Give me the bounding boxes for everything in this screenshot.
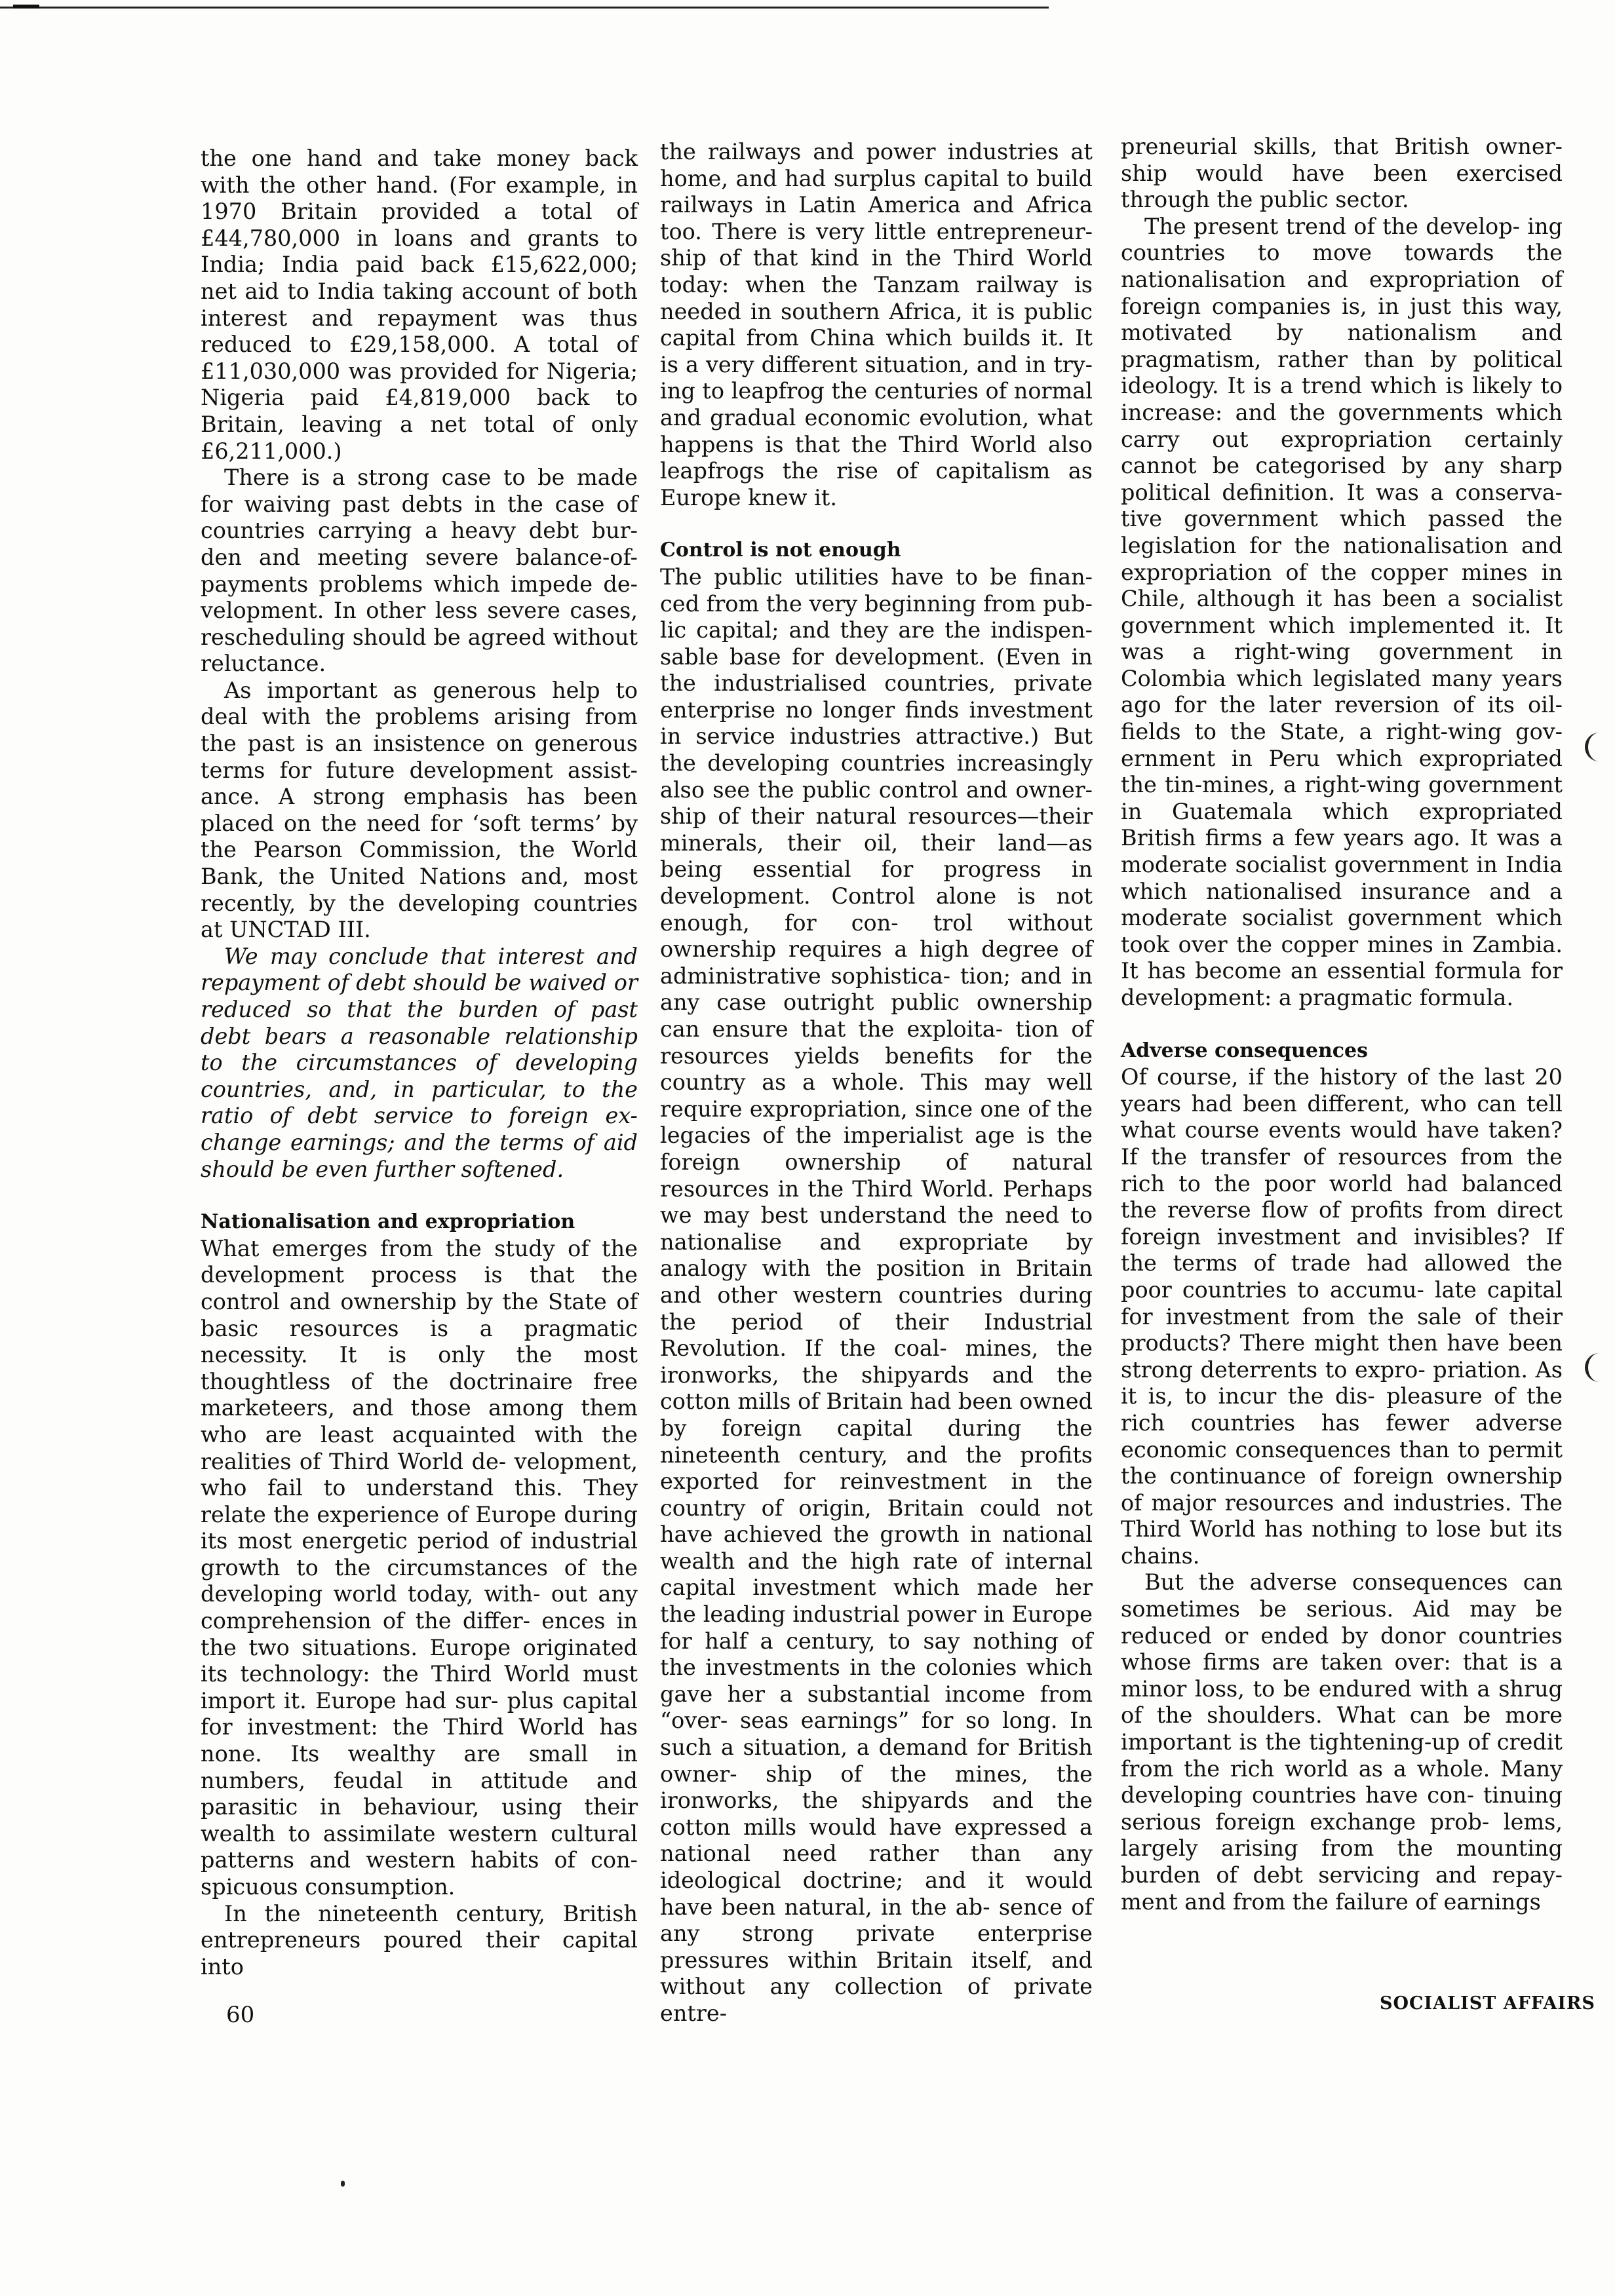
paragraph: preneurial skills, that British owner- ship would have been exercised through the public sector. [1121, 134, 1563, 213]
column-2 [660, 139, 1093, 2027]
publication-name: SOCIALIST AFFAIRS [1380, 1993, 1595, 2014]
top-rule-mark [13, 5, 39, 9]
binding-mark [1585, 1353, 1610, 1382]
paragraph: As important as generous help to deal with the problems arising from the past is an insistence on generous terms for future development assist- ance. A strong emphasis has been placed on the need for ‘soft terms’ by the Pearson Commission, the World Bank, the United Nations and, most recently, by the developing countries at UNCTAD III. [201, 677, 638, 943]
paragraph: The present trend of the develop- ing countries to move towards the nationalisation and expropriation of foreign companies is, in just this way, motivated by nationalism and pragmatism, rather than by political ideology. It is a trend which is likely to increase: and the governments which carry out expropriation certainly cannot be categorised by any sharp political definition. It was a conserva- tive government which passed the legislation for the nationalisation and expropriation of the copper mines in Chile, although it has been a socialist government which implemented it. It was a right-wing government in Colombia which legislated many years ago for the later reversion of its oil- fields to the State, a right-wing gov- ernment in Peru which expropriated the tin-mines, a right-wing government in Guatemala which expropriated British firms a few years ago. It was a moderate socialist government in India which nationalised insurance and a moderate socialist government which took over the copper mines in Zambia. It has become an essential formula for development: a pragmatic formula. [1121, 213, 1563, 1010]
page-number: 60 [226, 2002, 255, 2028]
section-heading: Nationalisation and expropriation [201, 1210, 575, 1234]
conclusion-paragraph: We may conclude that interest and repayment of debt should be waived or reduced so that the burden of past debt bears a reasonable relationship to the circumstances of developing countries, and, in particular, to the ratio of debt service to foreign ex- change earnings; and the terms of aid should be even further softened. [201, 943, 638, 1182]
section-heading: Adverse consequences [1121, 1039, 1368, 1062]
paragraph: The public utilities have to be finan- ced from the very beginning from pub- lic capital; and they are the indispen- sable base for development. (Even in the industrialised countries, private enterprise no longer finds investment in service industries attractive.) But the developing countries increasingly also see the public control and owner- ship of their natural resources—their minerals, their oil, their land—as being essential for progress in development. Control alone is not enough, for con- trol without ownership requires a high degree of administrative sophistica- tion; and in any case outright public ownership can ensure that the exploita- tion of resources yields benefits for the country as a whole. This may well require expropriation, since one of the legacies of the imperialist age is the foreign ownership of natural resources in the Third World. Perhaps we may best understand the need to nationalise and expropriate by analogy with the position in Britain and other western countries during the period of their Industrial Revolution. If the coal- mines, the ironworks, the shipyards and the cotton mills of Britain had been owned by foreign capital during the nineteenth century, and the profits exported for reinvestment in the country of origin, Britain could not have achieved the growth in national wealth and the high rate of internal capital investment which made her the leading industrial power in Europe for half a century, to say nothing of the investments in the colonies which gave her a substantial income from “over- seas earnings” for so long. In such a situation, a demand for British owner- ship of the mines, the ironworks, the shipyards and the cotton mills would have expressed a national need rather than any ideological doctrine; and it would have been natural, in the ab- sence of any strong private enterprise pressures within Britain itself, and without any collection of private entre- [660, 564, 1093, 2026]
top-rule [0, 7, 1049, 9]
paragraph: But the adverse consequences can sometimes be serious. Aid may be reduced or ended by donor countries whose firms are taken over: that is a minor loss, to be endured with a shrug of the shoulders. What can be more important is the tightening-up of credit from the rich world as a whole. Many developing countries have con- tinuing serious foreign exchange prob- lems, largely arising from the mounting burden of debt servicing and repay- ment and from the failure of earnings [1121, 1569, 1563, 1915]
section-heading: Control is not enough [660, 539, 901, 562]
paragraph: What emerges from the study of the development process is that the control and ownership by the State of basic resources is a pragmatic necessity. It is only the most thoughtless of the doctrinaire free marketeers, and those among them who are least acquainted with the realities of Third World de- velopment, who fail to understand this. They relate the experience of Europe during its most energetic period of industrial growth to the circumstances of the developing world today, with- out any comprehension of the differ- ences in the two situations. Europe originated its technology: the Third World must import it. Europe had sur- plus capital for investment: the Third World has none. Its wealthy are small in numbers, feudal in attitude and parasitic in behaviour, using their wealth to assimilate western cultural patterns and western habits of con- spicuous consumption. [201, 1235, 638, 1900]
ink-speck [341, 2181, 345, 2187]
column-3 [1121, 134, 1563, 1915]
binding-mark [1585, 733, 1610, 761]
paragraph: Of course, if the history of the last 20 years had been different, who can tell what course events would have taken? If the transfer of resources from the rich to the poor world had balanced the reverse flow of profits from direct foreign investment and invisibles? If the terms of trade had allowed the poor countries to accumu- late capital for investment from the sale of their products? There might then have been strong deterrents to expro- priation. As it is, to incur the dis- pleasure of the rich countries has fewer adverse economic consequences than to permit the continuance of foreign ownership of major resources and industries. The Third World has nothing to lose but its chains. [1121, 1064, 1563, 1569]
paragraph: the one hand and take money back with the other hand. (For example, in 1970 Britain provided a total of £44,780,000 in loans and grants to India; India paid back £15,622,000; net aid to India taking account of both interest and repayment was thus reduced to £29,158,000. A total of £11,030,000 was provided for Nigeria; Nigeria paid £4,819,000 back to Britain, leaving a net total of only £6,211,000.) [201, 145, 638, 464]
paragraph: There is a strong case to be made for waiving past debts in the case of countries carrying a heavy debt bur- den and meeting severe balance-of- payments problems which impede de- velopment. In other less severe cases, rescheduling should be agreed without reluctance. [201, 465, 638, 677]
column-1 [201, 145, 638, 1980]
paragraph: the railways and power industries at home, and had surplus capital to build railways in Latin America and Africa too. There is very little entrepreneur- ship of that kind in the Third World today: when the Tanzam railway is needed in southern Africa, it is public capital from China which builds it. It is a very different situation, and in try- ing to leapfrog the centuries of normal and gradual economic evolution, what happens is that the Third World also leapfrogs the rise of capitalism as Europe knew it. [660, 139, 1093, 510]
paragraph: In the nineteenth century, British entrepreneurs poured their capital into [201, 1900, 638, 1980]
